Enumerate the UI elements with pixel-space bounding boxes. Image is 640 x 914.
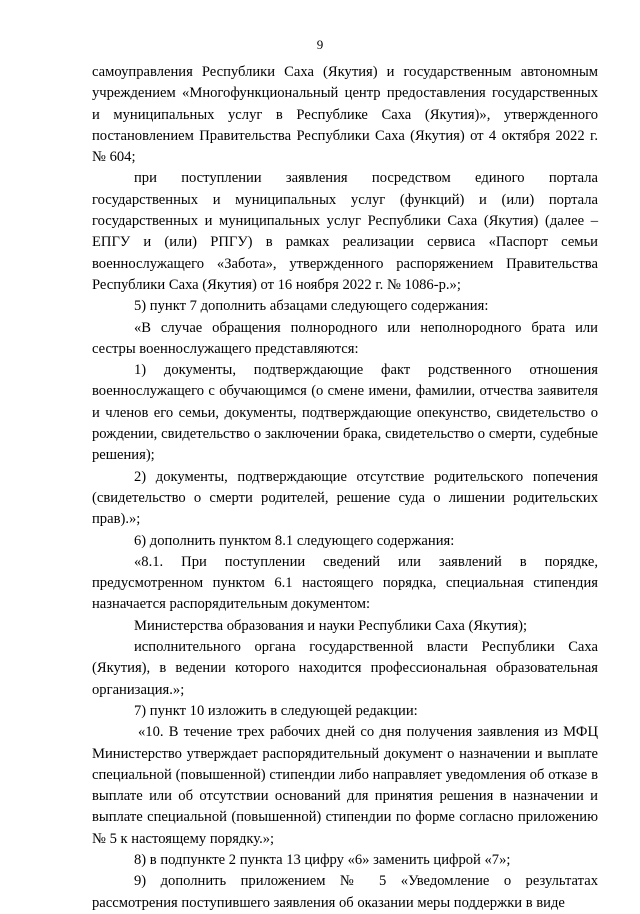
paragraph-item-5: 5) пункт 7 дополнить абзацами следующего содержания: [134,298,489,315]
page-number: 9 [316,37,324,52]
paragraph-siblings: «В случае обращения полнородного или неполнородного брата или сестры военнослужащего представляются: [92,319,598,357]
paragraph-docs-2: 2) документы, подтверждающие отсутствие родительского попечения (свидетельство о смерти родителей, решение суда о лишении родительских прав).»; [92,468,598,528]
paragraph-item-7: 7) пункт 10 изложить в следующей редакции: [134,702,418,719]
paragraph-continuation: самоуправления Республики Саха (Якутия) и государственным автономным учреждением «Многофункциональный центр предоставления государственных и муниципальных услуг в Республике Саха (Якутия)», утвержденного постановлением Правительства Республики Саха (Якутия) от 4 октября 2022 г. № 604; [92,64,598,166]
paragraph-point-10: «10. В течение трех рабочих дней со дня получения заявления из МФЦ Министерство утверждает распорядительный документ о назначении и выплате специальной (повышенной) стипендии либо направляет уведомления об отказе в выплате или об отсутствии оснований для принятия решения в назначении и выплате специальной (повышенной) стипендии по форме согласно приложению № 5 к настоящему порядку.»; [92,724,598,847]
paragraph-point-8-1: «8.1. При поступлении сведений или заявлений в порядке, предусмотренном пунктом 6.1 настоящего порядка, специальная стипендия назначается распорядительным документом: [92,553,598,613]
paragraph-item-6: 6) дополнить пунктом 8.1 следующего содержания: [134,532,455,549]
paragraph-item-8: 8) в подпункте 2 пункта 13 цифру «6» заменить цифрой «7»; [134,851,511,868]
document-body [92,62,598,914]
paragraph-ministry: Министерства образования и науки Республики Саха (Якутия); [134,617,528,634]
paragraph-executive-body: исполнительного органа государственной власти Республики Саха (Якутия), в ведении которого находится профессиональная образовательная организация.»; [92,639,598,698]
paragraph-docs-1: 1) документы, подтверждающие факт родственного отношения военнослужащего с обучающимся (о смене имени, фамилии, отчества заявителя и членов его семьи, документы, подтверждающие опекунство, свидетельство о рождении, свидетельство о заключении брака, свидетельство о смерти, судебные решения); [92,362,598,464]
paragraph-epgu: при поступлении заявления посредством единого портала государственных и муниципальных услуг (функций) и (или) портала государственных и муниципальных услуг Республики Саха (Якутия) (далее – ЕПГУ и (или) РПГУ) в рамках реализации сервиса «Паспорт семьи военнослужащего «Забота», утвержденного распоряжением Правительства Республики Саха (Якутия) от 16 ноября 2022 г. № 1086-р.»; [92,170,598,293]
paragraph-item-9: 9) дополнить приложением № 5 «Уведомление о результатах рассмотрения поступившего заявления об оказании меры поддержки в виде [92,873,598,911]
